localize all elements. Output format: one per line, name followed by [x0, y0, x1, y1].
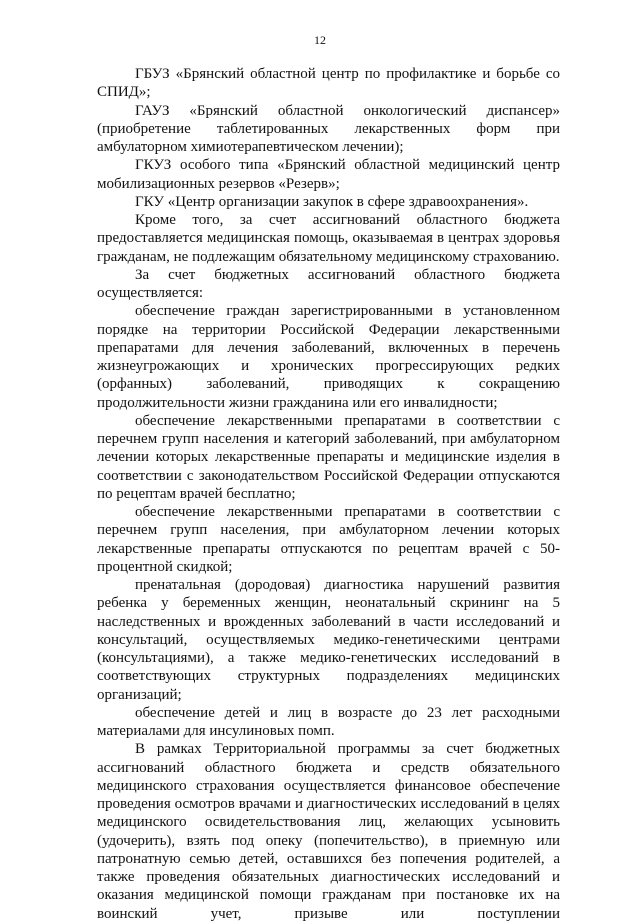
- paragraph-health-centers: Кроме того, за счет ассигнований областного бюджета предоставляется медицинская помощь, оказываемая в центрах здоровья гражданам, не подлежащим обязательному медицинскому страхованию.: [97, 212, 560, 265]
- paragraph-free-prescriptions: обеспечение лекарственными препаратами в соответствии с перечнем групп населения и категорий заболеваний, при амбулаторном лечении которых лекарственные препараты и медицинские изделия в соответствии с законодательством Российской Федерации отпускаются по рецептам врачей бесплатно;: [97, 412, 560, 502]
- paragraph-territorial-program: В рамках Территориальной программы за счет бюджетных ассигнований областного бюджета и средств обязательного медицинского страхования осуществляется финансовое обеспечение проведения осмотров врачами и диагностических исследований в целях медицинского освидетельствования лиц, желающих усыновить (удочерить), взять под опеку (попечительство), в приемную или патронатную семью детей, оставшихся без попечения родителей, а также проведения обязательных диагностических исследований и оказания медицинской помощи гражданам при постановке их на воинский учет, призыве или поступлении: [97, 741, 560, 922]
- paragraph-budget-intro: За счет бюджетных ассигнований областного бюджета осуществляется:: [97, 266, 560, 301]
- document-body: [97, 65, 560, 923]
- page-number: 12: [314, 33, 326, 47]
- paragraph-prenatal-diagnostics: пренатальная (дородовая) диагностика нарушений развития ребенка у беременных женщин, неонатальный скрининг на 5 наследственных и врожденных заболеваний в части исследований и консультаций, осуществляемых медико-генетическими центрами (консультациями), а также медико-генетических исследований в соответствующих структурных подразделениях медицинских организаций;: [97, 577, 560, 703]
- paragraph-discount-prescriptions: обеспечение лекарственными препаратами в соответствии с перечнем групп населения, при амбулаторном лечении которых лекарственные препараты отпускаются по рецептам врачей с 50-процентной скидкой;: [97, 504, 560, 575]
- paragraph-insulin-pumps: обеспечение детей и лиц в возрасте до 23 лет расходными материалами для инсулиновых помп.: [97, 704, 560, 739]
- paragraph-gkuz-reserve: ГКУЗ особого типа «Брянский областной медицинский центр мобилизационных резервов «Резерв»;: [97, 157, 560, 192]
- paragraph-orphan-drugs: обеспечение граждан зарегистрированными в установленном порядке на территории Российской Федерации лекарственными препаратами для лечения заболеваний, включенных в перечень жизнеугрожающих и хронических прогрессирующих редких (орфанных) заболеваний, приводящих к сокращению продолжительности жизни гражданина или его инвалидности;: [97, 303, 560, 411]
- paragraph-gauz-oncology: ГАУЗ «Брянский областной онкологический диспансер» (приобретение таблетированных лекарственных форм при амбулаторном химиотерапевтическом лечении);: [97, 102, 560, 155]
- paragraph-gku-procurement: ГКУ «Центр организации закупок в сфере здравоохранения».: [135, 193, 529, 210]
- paragraph-gbuz-aids-center: ГБУЗ «Брянский областной центр по профилактике и борьбе со СПИД»;: [97, 66, 560, 101]
